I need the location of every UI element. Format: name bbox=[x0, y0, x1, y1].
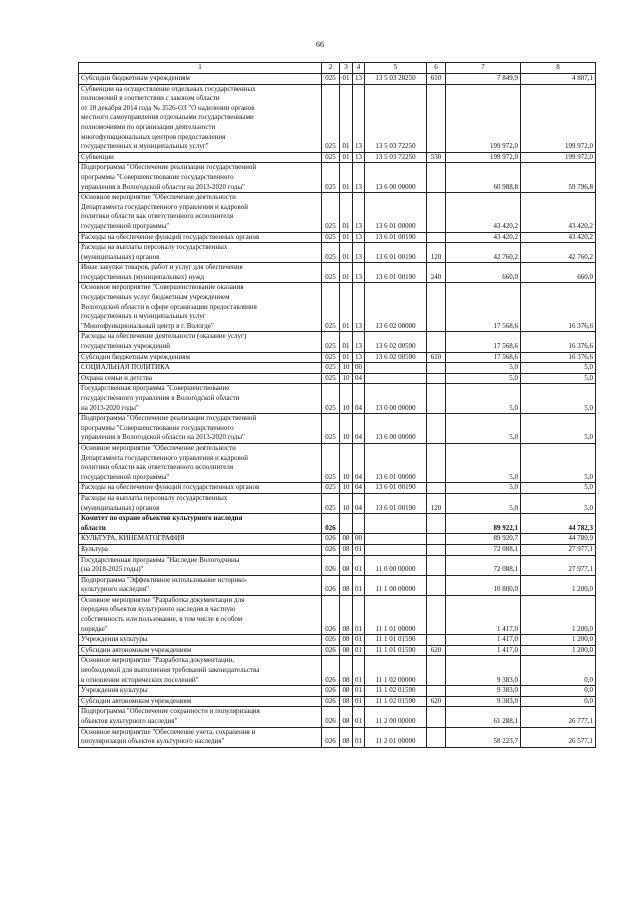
expense-type-cell: 620 bbox=[427, 645, 446, 656]
subsection-code-cell: 13 bbox=[353, 84, 365, 152]
subsection-code-cell: 01 bbox=[353, 656, 365, 686]
table-row bbox=[79, 263, 596, 283]
row-name-cell: Культура bbox=[79, 544, 322, 555]
table-row bbox=[79, 483, 596, 494]
amount-year2-cell: 27 977,1 bbox=[521, 555, 596, 575]
amount-year2-cell: 0,0 bbox=[521, 686, 596, 697]
subsection-code-cell: 13 bbox=[353, 332, 365, 352]
row-name-cell: Расходы на обеспечение функций государственных органов bbox=[79, 232, 322, 243]
table-row bbox=[79, 152, 596, 163]
amount-year2-cell: 43 420,2 bbox=[521, 193, 596, 232]
expense-type-cell: 620 bbox=[427, 696, 446, 707]
subsection-code-cell: 01 bbox=[353, 544, 365, 555]
table-row bbox=[79, 493, 596, 513]
expense-type-cell bbox=[427, 534, 446, 545]
target-code-cell: 11 1 01 01590 bbox=[365, 645, 427, 656]
section-code-cell: 08 bbox=[340, 656, 353, 686]
amount-year1-cell: 17 568,6 bbox=[446, 283, 521, 332]
expense-type-cell bbox=[427, 414, 446, 444]
target-code-cell: 11 2 00 00000 bbox=[365, 707, 427, 727]
ministry-code-cell: 025 bbox=[322, 443, 340, 482]
expense-type-cell bbox=[427, 163, 446, 193]
table-row bbox=[79, 645, 596, 656]
ministry-code-cell: 025 bbox=[322, 363, 340, 374]
subsection-code-cell: 00 bbox=[353, 363, 365, 374]
section-code-cell: 08 bbox=[340, 707, 353, 727]
target-code-cell: 13 6 01 00190 bbox=[365, 243, 427, 263]
row-name-cell: КУЛЬТУРА, КИНЕМАТОГРАФИЯ bbox=[79, 534, 322, 545]
row-name-cell: СОЦИАЛЬНАЯ ПОЛИТИКА bbox=[79, 363, 322, 374]
amount-year2-cell: 1 200,0 bbox=[521, 645, 596, 656]
header-cell: 8 bbox=[521, 63, 596, 74]
row-name-cell: Расходы на выплаты персоналу государственных (муниципальных) органов bbox=[79, 493, 322, 513]
target-code-cell bbox=[365, 363, 427, 374]
row-name-cell: Субсидии бюджетным учреждениям bbox=[79, 74, 322, 85]
section-code-cell: 08 bbox=[340, 595, 353, 634]
expense-type-cell: 530 bbox=[427, 152, 446, 163]
amount-year2-cell: 0,0 bbox=[521, 696, 596, 707]
ministry-code-cell: 025 bbox=[322, 384, 340, 414]
target-code-cell: 11 1 02 01590 bbox=[365, 696, 427, 707]
row-name-cell: Учреждения культуры bbox=[79, 686, 322, 697]
table-row bbox=[79, 534, 596, 545]
target-code-cell: 11 1 02 01590 bbox=[365, 686, 427, 697]
amount-year1-cell: 43 420,2 bbox=[446, 232, 521, 243]
header-cell: 3 bbox=[340, 63, 353, 74]
expense-type-cell bbox=[427, 384, 446, 414]
amount-year1-cell: 199 972,0 bbox=[446, 152, 521, 163]
section-code-cell: 10 bbox=[340, 363, 353, 374]
ministry-code-cell: 025 bbox=[322, 152, 340, 163]
subsection-code-cell: 01 bbox=[353, 707, 365, 727]
expense-type-cell: 610 bbox=[427, 352, 446, 363]
expense-type-cell bbox=[427, 84, 446, 152]
row-name-cell: Учреждения культуры bbox=[79, 635, 322, 646]
subsection-code-cell: 01 bbox=[353, 635, 365, 646]
table-row bbox=[79, 707, 596, 727]
row-name-cell: Подпрограмма "Обеспечение сохранности и популяризация объектов культурного наследия" bbox=[79, 707, 322, 727]
amount-year2-cell: 1 200,0 bbox=[521, 595, 596, 634]
target-code-cell: 11 1 01 00000 bbox=[365, 595, 427, 634]
section-code-cell: 08 bbox=[340, 686, 353, 697]
ministry-code-cell: 026 bbox=[322, 727, 340, 747]
section-code-cell: 08 bbox=[340, 696, 353, 707]
amount-year2-cell: 5,0 bbox=[521, 373, 596, 384]
ministry-code-cell: 026 bbox=[322, 635, 340, 646]
row-name-cell: Подпрограмма "Обеспечение реализации государственной программы "Совершенствование государственного управления в Вологодской области на 2013-2020 годы" bbox=[79, 163, 322, 193]
section-code-cell: 01 bbox=[340, 152, 353, 163]
amount-year2-cell: 16 376,6 bbox=[521, 332, 596, 352]
section-code-cell: 08 bbox=[340, 645, 353, 656]
header-cell: 1 bbox=[79, 63, 322, 74]
row-name-cell: Расходы на выплаты персоналу государственных (муниципальных) органов bbox=[79, 243, 322, 263]
ministry-code-cell: 026 bbox=[322, 645, 340, 656]
amount-year1-cell: 5,0 bbox=[446, 443, 521, 482]
section-code-cell: 10 bbox=[340, 414, 353, 444]
subsection-code-cell: 13 bbox=[353, 232, 365, 243]
target-code-cell: 11 1 02 00000 bbox=[365, 656, 427, 686]
expense-type-cell bbox=[427, 373, 446, 384]
amount-year2-cell: 27 977,1 bbox=[521, 544, 596, 555]
section-code-cell: 08 bbox=[340, 727, 353, 747]
section-code-cell: 08 bbox=[340, 534, 353, 545]
table-row bbox=[79, 232, 596, 243]
expense-type-cell: 120 bbox=[427, 493, 446, 513]
subsection-code-cell: 04 bbox=[353, 483, 365, 494]
table-row bbox=[79, 514, 596, 534]
table-row bbox=[79, 635, 596, 646]
amount-year2-cell: 5,0 bbox=[521, 384, 596, 414]
amount-year1-cell: 660,0 bbox=[446, 263, 521, 283]
table-row bbox=[79, 363, 596, 374]
table-row bbox=[79, 373, 596, 384]
table-row bbox=[79, 332, 596, 352]
row-name-cell: Основное мероприятие "Обеспечение деятельности Департамента государственного управления и кадровой политики области как ответственного исполнителя государственной программы" bbox=[79, 193, 322, 232]
ministry-code-cell: 025 bbox=[322, 283, 340, 332]
section-code-cell: 08 bbox=[340, 575, 353, 595]
row-name-cell: Иные закупки товаров, работ и услуг для обеспечения государственных (муниципальных) нужд bbox=[79, 263, 322, 283]
target-code-cell: 13 6 01 00190 bbox=[365, 263, 427, 283]
section-code-cell: 01 bbox=[340, 232, 353, 243]
table-row bbox=[79, 656, 596, 686]
expense-type-cell bbox=[427, 443, 446, 482]
table-row bbox=[79, 686, 596, 697]
amount-year2-cell: 199 972,0 bbox=[521, 84, 596, 152]
table-row bbox=[79, 555, 596, 575]
table-row bbox=[79, 696, 596, 707]
row-name-cell: Субсидии автономным учреждениям bbox=[79, 696, 322, 707]
expense-type-cell bbox=[427, 514, 446, 534]
budget-table bbox=[78, 62, 596, 748]
table-row bbox=[79, 544, 596, 555]
section-code-cell: 10 bbox=[340, 493, 353, 513]
amount-year1-cell: 89 922,1 bbox=[446, 514, 521, 534]
ministry-code-cell: 026 bbox=[322, 534, 340, 545]
amount-year2-cell: 199 972,0 bbox=[521, 152, 596, 163]
amount-year1-cell: 61 288,1 bbox=[446, 707, 521, 727]
ministry-code-cell: 026 bbox=[322, 575, 340, 595]
section-code-cell: 01 bbox=[340, 74, 353, 85]
row-name-cell: Подпрограмма "Обеспечение реализации государственной программы "Совершенствование государственного управления в Вологодской области на 2013-2020 годы" bbox=[79, 414, 322, 444]
ministry-code-cell: 025 bbox=[322, 483, 340, 494]
target-code-cell: 11 0 00 00000 bbox=[365, 555, 427, 575]
row-name-cell: Основное мероприятие "Совершенствование оказания государственных услуг бюджетным учреждением Вологодской области в сфере организации предоставления государственных и муниципальных услуг "Многофункциональный центр в г. Вологде" bbox=[79, 283, 322, 332]
section-code-cell: 10 bbox=[340, 483, 353, 494]
table-row bbox=[79, 352, 596, 363]
section-code-cell: 08 bbox=[340, 635, 353, 646]
amount-year1-cell: 1 417,0 bbox=[446, 595, 521, 634]
section-code-cell: 01 bbox=[340, 352, 353, 363]
amount-year1-cell: 1 417,0 bbox=[446, 645, 521, 656]
ministry-code-cell: 025 bbox=[322, 163, 340, 193]
table-row bbox=[79, 283, 596, 332]
target-code-cell: 13 6 01 00000 bbox=[365, 443, 427, 482]
target-code-cell bbox=[365, 514, 427, 534]
amount-year2-cell: 0,0 bbox=[521, 656, 596, 686]
amount-year2-cell: 44 780,9 bbox=[521, 534, 596, 545]
amount-year1-cell: 7 849,9 bbox=[446, 74, 521, 85]
subsection-code-cell bbox=[353, 514, 365, 534]
target-code-cell bbox=[365, 373, 427, 384]
subsection-code-cell: 01 bbox=[353, 645, 365, 656]
expense-type-cell bbox=[427, 544, 446, 555]
table-row bbox=[79, 84, 596, 152]
amount-year2-cell: 26 577,1 bbox=[521, 727, 596, 747]
expense-type-cell bbox=[427, 707, 446, 727]
table-row bbox=[79, 384, 596, 414]
subsection-code-cell: 13 bbox=[353, 263, 365, 283]
expense-type-cell: 240 bbox=[427, 263, 446, 283]
amount-year1-cell: 43 420,2 bbox=[446, 193, 521, 232]
section-code-cell: 01 bbox=[340, 193, 353, 232]
section-code-cell: 01 bbox=[340, 263, 353, 283]
expense-type-cell bbox=[427, 635, 446, 646]
header-cell: 5 bbox=[365, 63, 427, 74]
row-name-cell: Государственная программа "Наследие Вологодчины (на 2018-2025 годы)" bbox=[79, 555, 322, 575]
row-name-cell: Комитет по охране объектов культурного наследия области bbox=[79, 514, 322, 534]
amount-year1-cell: 5,0 bbox=[446, 363, 521, 374]
subsection-code-cell: 13 bbox=[353, 193, 365, 232]
target-code-cell: 11 1 01 01590 bbox=[365, 635, 427, 646]
ministry-code-cell: 026 bbox=[322, 555, 340, 575]
amount-year2-cell: 1 200,0 bbox=[521, 575, 596, 595]
ministry-code-cell: 025 bbox=[322, 263, 340, 283]
section-code-cell bbox=[340, 514, 353, 534]
target-code-cell: 13 6 01 00190 bbox=[365, 232, 427, 243]
amount-year2-cell: 5,0 bbox=[521, 414, 596, 444]
ministry-code-cell: 026 bbox=[322, 686, 340, 697]
table-row bbox=[79, 575, 596, 595]
row-name-cell: Субвенции на осуществление отдельных государственных полномочий в соответствии с законом области от 10 декабря 2014 года № 3526-ОЗ "О наделении органов местного самоуправления отдельными государственными полномочиями по организации деятельности многофункциональных центров предоставления государственных и муниципальных услуг" bbox=[79, 84, 322, 152]
amount-year1-cell: 58 223,7 bbox=[446, 727, 521, 747]
expense-type-cell bbox=[427, 575, 446, 595]
subsection-code-cell: 04 bbox=[353, 414, 365, 444]
amount-year1-cell: 9 383,0 bbox=[446, 656, 521, 686]
amount-year2-cell: 1 200,0 bbox=[521, 635, 596, 646]
target-code-cell bbox=[365, 534, 427, 545]
amount-year2-cell: 44 782,3 bbox=[521, 514, 596, 534]
target-code-cell: 13 6 00 00000 bbox=[365, 163, 427, 193]
row-name-cell: Субсидии автономным учреждениям bbox=[79, 645, 322, 656]
amount-year2-cell: 5,0 bbox=[521, 443, 596, 482]
amount-year1-cell: 5,0 bbox=[446, 493, 521, 513]
subsection-code-cell: 13 bbox=[353, 152, 365, 163]
subsection-code-cell: 13 bbox=[353, 74, 365, 85]
row-name-cell: Подпрограмма "Эффективное использование историко- культурного наследия" bbox=[79, 575, 322, 595]
target-code-cell: 11 2 01 00000 bbox=[365, 727, 427, 747]
ministry-code-cell: 026 bbox=[322, 656, 340, 686]
amount-year1-cell: 5,0 bbox=[446, 384, 521, 414]
subsection-code-cell: 01 bbox=[353, 696, 365, 707]
subsection-code-cell: 01 bbox=[353, 686, 365, 697]
amount-year2-cell: 59 796,8 bbox=[521, 163, 596, 193]
expense-type-cell bbox=[427, 483, 446, 494]
row-name-cell: Государственная программа "Совершенствование государственного управления в Вологодской области на 2013-2020 годы" bbox=[79, 384, 322, 414]
table-row bbox=[79, 74, 596, 85]
subsection-code-cell: 01 bbox=[353, 575, 365, 595]
amount-year2-cell: 16 376,6 bbox=[521, 283, 596, 332]
section-code-cell: 01 bbox=[340, 84, 353, 152]
expense-type-cell: 120 bbox=[427, 243, 446, 263]
expense-type-cell bbox=[427, 727, 446, 747]
amount-year2-cell: 26 777,1 bbox=[521, 707, 596, 727]
expense-type-cell bbox=[427, 193, 446, 232]
subsection-code-cell: 13 bbox=[353, 243, 365, 263]
subsection-code-cell: 13 bbox=[353, 352, 365, 363]
amount-year1-cell: 72 088,1 bbox=[446, 555, 521, 575]
amount-year1-cell: 9 383,0 bbox=[446, 696, 521, 707]
row-name-cell: Субсидии бюджетным учреждениям bbox=[79, 352, 322, 363]
ministry-code-cell: 026 bbox=[322, 595, 340, 634]
amount-year2-cell: 5,0 bbox=[521, 493, 596, 513]
amount-year1-cell: 199 972,0 bbox=[446, 84, 521, 152]
section-code-cell: 08 bbox=[340, 544, 353, 555]
subsection-code-cell: 00 bbox=[353, 534, 365, 545]
section-code-cell: 10 bbox=[340, 443, 353, 482]
target-code-cell: 13 5 03 72250 bbox=[365, 84, 427, 152]
section-code-cell: 01 bbox=[340, 163, 353, 193]
ministry-code-cell: 025 bbox=[322, 332, 340, 352]
ministry-code-cell: 025 bbox=[322, 84, 340, 152]
amount-year1-cell: 89 920,7 bbox=[446, 534, 521, 545]
page-number: 66 bbox=[316, 40, 324, 49]
amount-year1-cell: 42 760,2 bbox=[446, 243, 521, 263]
row-name-cell: Расходы на обеспечение функций государственных органов bbox=[79, 483, 322, 494]
expense-type-cell bbox=[427, 555, 446, 575]
header-cell: 7 bbox=[446, 63, 521, 74]
amount-year2-cell: 43 420,2 bbox=[521, 232, 596, 243]
ministry-code-cell: 025 bbox=[322, 243, 340, 263]
section-code-cell: 10 bbox=[340, 384, 353, 414]
row-name-cell: Расходы на обеспечение деятельности (оказание услуг) государственных учреждений bbox=[79, 332, 322, 352]
target-code-cell: 13 6 01 00190 bbox=[365, 483, 427, 494]
subsection-code-cell: 04 bbox=[353, 443, 365, 482]
table-row bbox=[79, 595, 596, 634]
target-code-cell: 13 6 02 00590 bbox=[365, 332, 427, 352]
amount-year1-cell: 5,0 bbox=[446, 483, 521, 494]
amount-year2-cell: 5,0 bbox=[521, 483, 596, 494]
ministry-code-cell: 025 bbox=[322, 74, 340, 85]
ministry-code-cell: 025 bbox=[322, 193, 340, 232]
target-code-cell: 13 5 03 72250 bbox=[365, 152, 427, 163]
subsection-code-cell: 04 bbox=[353, 373, 365, 384]
header-cell: 2 bbox=[322, 63, 340, 74]
subsection-code-cell: 01 bbox=[353, 727, 365, 747]
subsection-code-cell: 04 bbox=[353, 493, 365, 513]
amount-year1-cell: 5,0 bbox=[446, 414, 521, 444]
expense-type-cell bbox=[427, 283, 446, 332]
target-code-cell: 13 6 01 00190 bbox=[365, 493, 427, 513]
table-row bbox=[79, 163, 596, 193]
expense-type-cell bbox=[427, 232, 446, 243]
expense-type-cell bbox=[427, 686, 446, 697]
row-name-cell: Основное мероприятие "Разработка документации, необходимой для выполнения требований законодательства в отношении исторических поселений" bbox=[79, 656, 322, 686]
ministry-code-cell: 026 bbox=[322, 696, 340, 707]
subsection-code-cell: 04 bbox=[353, 384, 365, 414]
amount-year1-cell: 9 383,0 bbox=[446, 686, 521, 697]
section-code-cell: 10 bbox=[340, 373, 353, 384]
section-code-cell: 01 bbox=[340, 332, 353, 352]
header-cell: 6 bbox=[427, 63, 446, 74]
target-code-cell: 13 5 03 20250 bbox=[365, 74, 427, 85]
target-code-cell: 13 6 00 00000 bbox=[365, 414, 427, 444]
subsection-code-cell: 13 bbox=[353, 163, 365, 193]
subsection-code-cell: 01 bbox=[353, 595, 365, 634]
row-name-cell: Субвенции bbox=[79, 152, 322, 163]
amount-year2-cell: 5,0 bbox=[521, 363, 596, 374]
ministry-code-cell: 025 bbox=[322, 493, 340, 513]
target-code-cell bbox=[365, 544, 427, 555]
row-name-cell: Основное мероприятие "Обеспечение деятельности Департамента государственного управления и кадровой политики области как ответственного исполнителя государственной программы" bbox=[79, 443, 322, 482]
amount-year1-cell: 17 568,6 bbox=[446, 352, 521, 363]
row-name-cell: Охрана семьи и детства bbox=[79, 373, 322, 384]
section-code-cell: 01 bbox=[340, 283, 353, 332]
target-code-cell: 13 6 01 00000 bbox=[365, 193, 427, 232]
table-row bbox=[79, 727, 596, 747]
table-row bbox=[79, 193, 596, 232]
amount-year2-cell: 4 807,1 bbox=[521, 74, 596, 85]
amount-year1-cell: 17 568,6 bbox=[446, 332, 521, 352]
target-code-cell: 13 6 02 00590 bbox=[365, 352, 427, 363]
ministry-code-cell: 025 bbox=[322, 352, 340, 363]
table-row bbox=[79, 443, 596, 482]
section-code-cell: 08 bbox=[340, 555, 353, 575]
amount-year2-cell: 16 376,6 bbox=[521, 352, 596, 363]
amount-year1-cell: 72 088,1 bbox=[446, 544, 521, 555]
ministry-code-cell: 026 bbox=[322, 514, 340, 534]
expense-type-cell bbox=[427, 363, 446, 374]
ministry-code-cell: 025 bbox=[322, 414, 340, 444]
row-name-cell: Основное мероприятие "Обеспечение учета, сохранения и популяризации объектов культурного наследия" bbox=[79, 727, 322, 747]
subsection-code-cell: 13 bbox=[353, 283, 365, 332]
table-row bbox=[79, 414, 596, 444]
row-name-cell: Основное мероприятие "Разработка документации для передачи объектов культурного наследия в частную собственность или пользование, в том числе в особом порядке" bbox=[79, 595, 322, 634]
table-header-row bbox=[79, 63, 596, 74]
ministry-code-cell: 025 bbox=[322, 232, 340, 243]
amount-year1-cell: 10 800,0 bbox=[446, 575, 521, 595]
amount-year1-cell: 60 988,8 bbox=[446, 163, 521, 193]
target-code-cell: 13 0 00 00000 bbox=[365, 384, 427, 414]
target-code-cell: 11 1 00 00000 bbox=[365, 575, 427, 595]
expense-type-cell: 610 bbox=[427, 74, 446, 85]
amount-year1-cell: 1 417,0 bbox=[446, 635, 521, 646]
ministry-code-cell: 026 bbox=[322, 707, 340, 727]
expense-type-cell bbox=[427, 595, 446, 634]
expense-type-cell bbox=[427, 332, 446, 352]
section-code-cell: 01 bbox=[340, 243, 353, 263]
header-cell: 4 bbox=[353, 63, 365, 74]
expense-type-cell bbox=[427, 656, 446, 686]
amount-year1-cell: 5,0 bbox=[446, 373, 521, 384]
ministry-code-cell: 026 bbox=[322, 544, 340, 555]
subsection-code-cell: 01 bbox=[353, 555, 365, 575]
target-code-cell: 13 6 02 00000 bbox=[365, 283, 427, 332]
ministry-code-cell: 025 bbox=[322, 373, 340, 384]
table-row bbox=[79, 243, 596, 263]
amount-year2-cell: 660,0 bbox=[521, 263, 596, 283]
amount-year2-cell: 42 760,2 bbox=[521, 243, 596, 263]
